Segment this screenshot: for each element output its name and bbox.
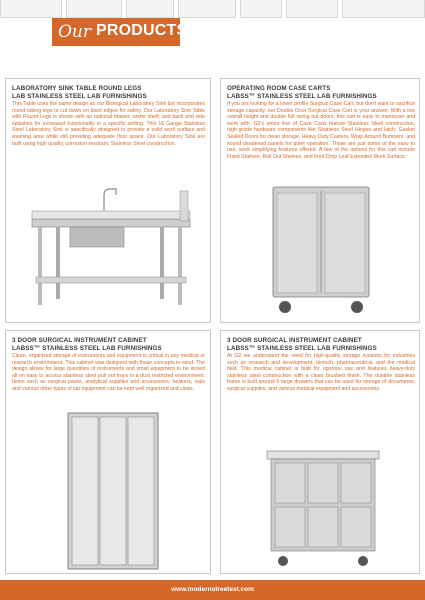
card-description: At G2 we understand the need for high-quality storage systems for industries such as research and development, biotech, pharmaceutical, and the medical field. This medical cabinet is built for rigorous use and features heavy-duty stainless steel construction with a clean brushed finish. The durable stainless frame is built around 6 large drawers that can be used for storage of documents, surgical supplies, and various medical equipment and accessories. xyxy=(227,353,415,392)
header-thumbnail-1 xyxy=(0,0,62,18)
card-title-line1: 3 DOOR SURGICAL INSTRUMENT CABINET xyxy=(227,337,362,344)
card-description: This Table uses the same design as our Biological Laboratory Sink but incorporates round tubing legs to cut down on blunt edges for safety. Our Laboratory Sink Table with Round Legs is shown with an optional drawer, under shelf, and back and side splashes for increased functionality in a specific setting. This 16 Gauge Stainless Steel Laboratory Sink is specifically designed to provide a solid work surface and washing area while still providing adequate floor space. Our Laboratory Sink are built using high quality, corrosion resistant, Stainless Steel construction. xyxy=(12,101,205,147)
heading-our: Our xyxy=(58,22,92,42)
footer-bar xyxy=(0,580,425,600)
footer-website-link[interactable]: www.modernstreetest.com xyxy=(171,586,254,593)
products-heading xyxy=(52,18,188,46)
card-title-line1: OPERATING ROOM CASE CARTS xyxy=(227,85,331,92)
sink-table-image xyxy=(30,185,192,313)
card-description: Clean, organized storage of instruments and equipment is critical in any medical or research environment. This cabinet was designed with those concepts in mind. The design allows for large quantities of instruments and small equipment to be stored all on easy to access stainless steel pull out trays in a dust restricted environment. Items such as surgical packs, analytical supplies and accessories, beakers, vials and various other types of lab equipment can be kept well organized and clean. xyxy=(12,353,205,392)
card-title-line1: LABORATORY SINK TABLE ROUND LEGS xyxy=(12,85,142,92)
card-title-line1: 3 DOOR SURGICAL INSTRUMENT CABINET xyxy=(12,337,147,344)
product-card-sink-table xyxy=(5,78,211,323)
heading-products: PRODUCTS xyxy=(96,22,188,39)
section-banner xyxy=(0,18,425,46)
product-card-instrument-cabinet-2 xyxy=(220,330,420,574)
header-thumbnail-3 xyxy=(126,0,174,18)
card-title-line2: LABSS™ STAINLESS STEEL LAB FURNISHINGS xyxy=(227,345,377,352)
header-thumbnail-7 xyxy=(342,0,425,18)
card-title-line2: LAB STAINLESS STEEL LAB FURNISHINGS xyxy=(12,93,147,100)
card-title-line2: LABSS™ STAINLESS STEEL LAB FURNISHINGS xyxy=(12,345,162,352)
header-thumbnail-4 xyxy=(178,0,236,18)
product-card-instrument-cabinet-1 xyxy=(5,330,211,574)
drawer-cart-image xyxy=(265,449,381,569)
card-title-line2: LABSS™ STAINLESS STEEL LAB FURNISHINGS xyxy=(227,93,377,100)
card-description: If you are looking for a lower profile Surgical Case Cart, but don't want to sacrifice storage capacity, our Double Door Surgical Case Cart is your answer. With a low overall height and double full swing out doors, this cart is easy to maneuver and work with. G2's entire line of Case Carts feature Stainless Steel construction, high-grade hardware components like Stainless Steel Hinges and latch, Gasket Sealed Doors for clean storage, Heavy Duty Casters, Wrap Around Bumpers, and sound deadened panels for quiet operation. Those are just some of the easy to use, work simplifying features offered. A few of the options for this cart include Fixed Shelves, Roll Out Shelves, and front Drop Leaf Extended Work Surface. xyxy=(227,101,415,160)
header-thumbnail-2 xyxy=(66,0,122,18)
case-cart-image xyxy=(267,183,375,317)
header-thumbnail-6 xyxy=(286,0,338,18)
header-thumbnail-5 xyxy=(240,0,282,18)
instrument-cabinet-image xyxy=(66,411,160,571)
product-card-case-cart xyxy=(220,78,420,323)
